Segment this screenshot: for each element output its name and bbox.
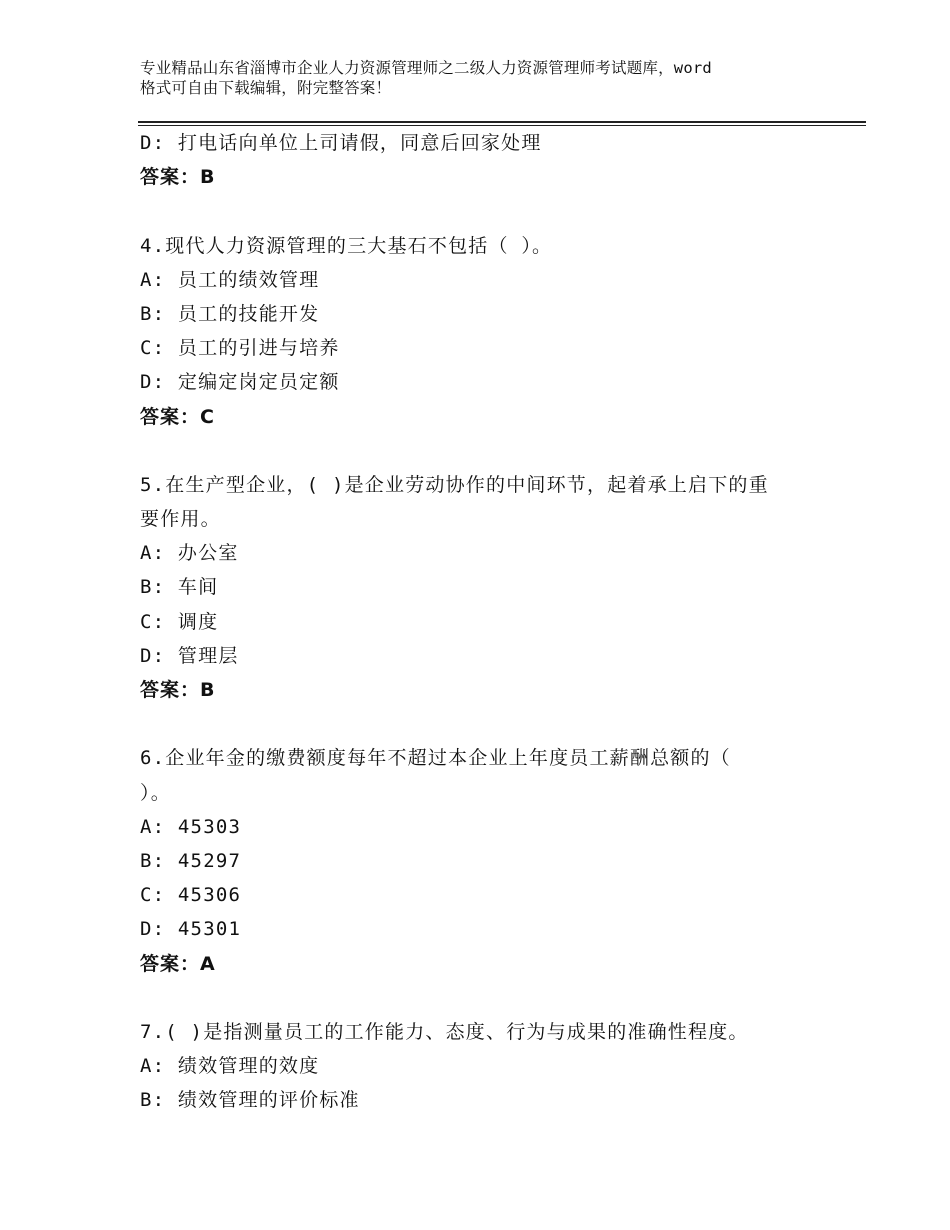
answer-line: 答案：B	[140, 679, 216, 701]
spacer	[140, 434, 820, 468]
question-stem: 7.( )是指测量员工的工作能力、态度、行为与成果的准确性程度。	[140, 1020, 749, 1043]
question-5	[140, 468, 820, 707]
answer-line: 答案：A	[140, 952, 216, 975]
option-b: B: 员工的技能开发	[140, 302, 320, 325]
option-c: C: 员工的引进与培养	[140, 337, 340, 360]
spacer	[140, 194, 820, 228]
question-stem-line-1: 5.在生产型企业，( )是企业劳动协作的中间环节，起着承上启下的重	[140, 473, 769, 496]
option-d: D: 45301	[140, 918, 242, 941]
question-stem: 4.现代人力资源管理的三大基石不包括（ ）。	[140, 234, 553, 257]
question-stem-line-2: 要作用。	[140, 508, 221, 531]
question-3-partial	[140, 126, 820, 194]
option-a: A: 45303	[140, 815, 242, 838]
question-7	[140, 1015, 820, 1118]
spacer	[140, 981, 820, 1015]
document-header	[140, 58, 830, 98]
header-divider-thick	[138, 121, 866, 123]
option-a: A: 办公室	[140, 542, 239, 565]
option-d: D: 定编定岗定员定额	[140, 371, 340, 394]
option-b: B: 绩效管理的评价标准	[140, 1089, 360, 1112]
option-d: D: 管理层	[140, 644, 239, 667]
option-a: A: 绩效管理的效度	[140, 1055, 320, 1078]
spacer	[140, 707, 820, 741]
option-b: B: 车间	[140, 576, 219, 599]
question-stem-line-1: 6.企业年金的缴费额度每年不超过本企业上年度员工薪酬总额的（	[140, 747, 731, 770]
option-c: C: 调度	[140, 610, 219, 633]
question-stem-line-2: ）。	[140, 781, 171, 804]
answer-line: 答案：B	[140, 166, 216, 189]
option-c: C: 45306	[140, 884, 242, 907]
option-a: A: 员工的绩效管理	[140, 268, 320, 291]
header-title-line-1: 专业精品山东省淄博市企业人力资源管理师之二级人力资源管理师考试题库，word	[140, 59, 712, 77]
answer-line: 答案：C	[140, 405, 215, 428]
question-6	[140, 741, 820, 980]
question-list	[140, 126, 820, 1117]
header-title-line-2: 格式可自由下载编辑，附完整答案！	[140, 79, 392, 97]
option-d: D: 打电话向单位上司请假，同意后回家处理	[140, 132, 542, 154]
option-b: B: 45297	[140, 849, 242, 872]
question-4	[140, 229, 820, 434]
